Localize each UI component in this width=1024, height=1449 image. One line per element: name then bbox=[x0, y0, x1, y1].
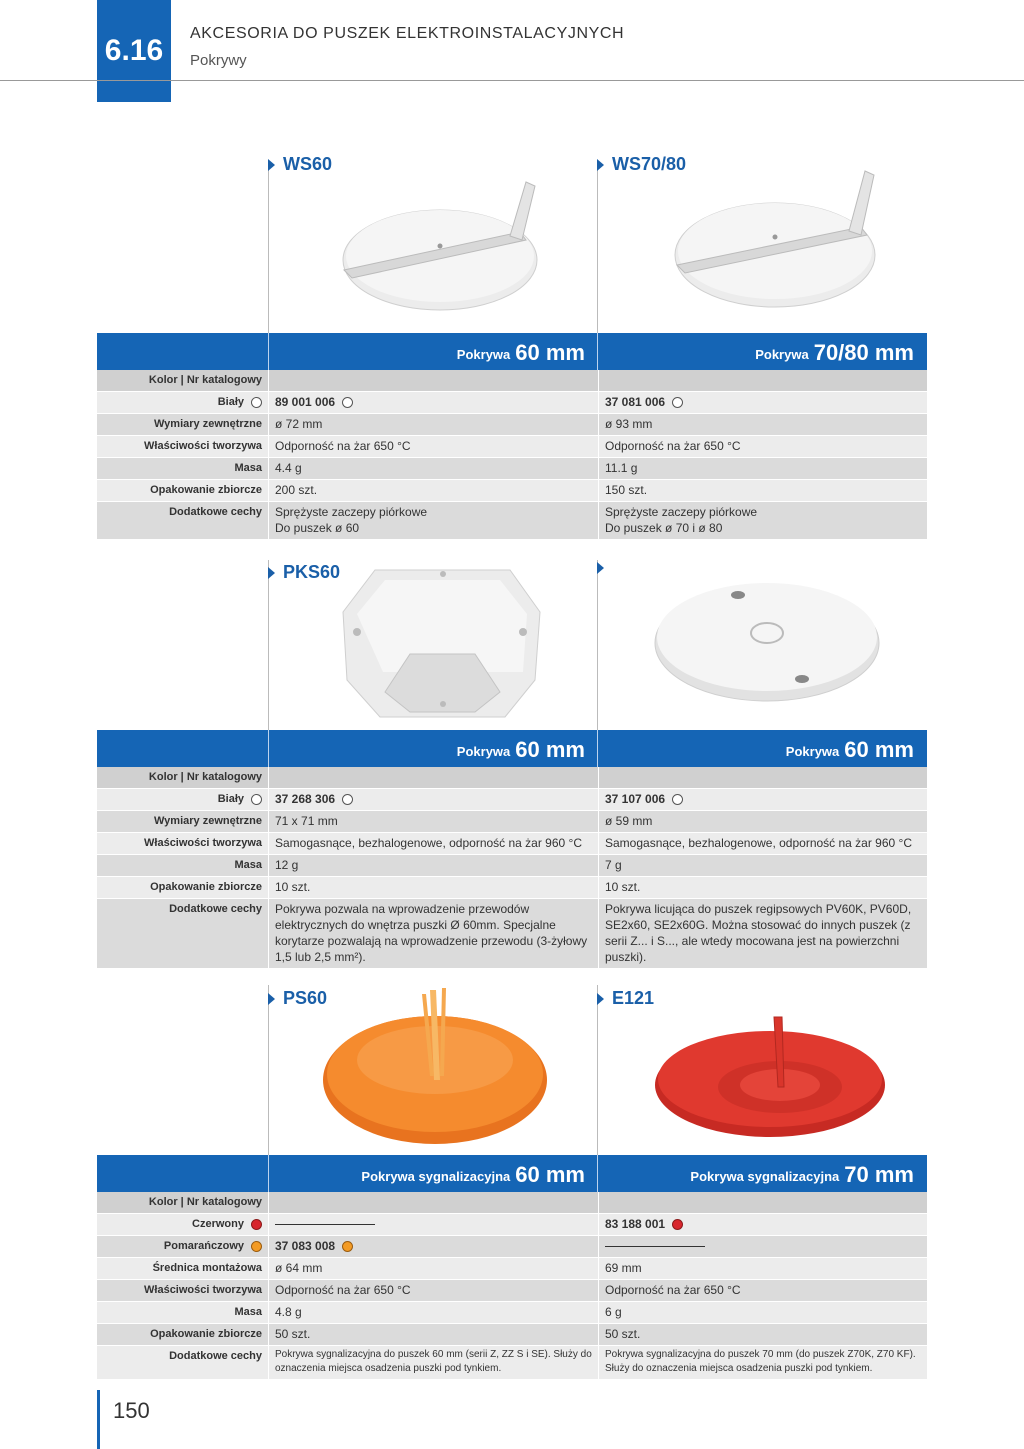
red-color-swatch bbox=[251, 1219, 262, 1230]
spec-table-section-1: Pokrywa 60 mm Pokrywa 70/80 mm Kolor | Nr katalogowy Biały 89 001 006 37 081 006 Wymiary zewnętrzne ø 72 mm ø 93 mm Właściwości tworzywa Odporność na żar 650 °C Odporność na żar 650 °C Masa 4.4 g 11.1 g Opakowanie zbiorcze 200 szt. 150 szt. Dodatkowe cechy Sprężyste zaczepy piórkowe Do puszek ø 60 Sprężyste zaczepy piórkowe Do puszek ø 70 i ø 80 bbox=[97, 333, 927, 540]
spec-header-band bbox=[97, 730, 927, 767]
white-color-swatch bbox=[672, 397, 683, 408]
spec-table-section-2: Pokrywa 60 mm Pokrywa 60 mm Kolor | Nr katalogowy Biały 37 268 306 37 107 006 Wymiary zewnętrzne 71 x 71 mm ø 59 mm Właściwości tworzywa Samogasnące, bezhalogenowe, odporność na żar 960 °C Samogasnące, bezhalogenowe, odporność na żar 960 °C Masa 12 g 7 g Opakowanie zbiorcze 10 szt. 10 szt. Dodatkowe cechy Pokrywa pozwala na wprowadzenie przewodów elektrycznych do wnętrza puszki Ø 60mm. Specjalne korytarze pozwalają na wprowadzenie przewodu (3-żyłowy 1,5 lub 2,5 mm²). Pokrywa licująca do puszek regipsowych PV60K, PV60D, SE2x60, SE2x60G. Można stosować do innych puszek (z serii Z... i S..., ale wtedy mocowana jest na powierzchni puszki). bbox=[97, 730, 927, 969]
column-divider bbox=[268, 160, 269, 335]
product-image-e121 bbox=[650, 1005, 890, 1145]
spec-header-band bbox=[97, 333, 927, 370]
product-title-ps60: PS60 bbox=[268, 988, 327, 1009]
spec-header-band bbox=[97, 1155, 927, 1192]
white-color-swatch bbox=[342, 397, 353, 408]
column-divider bbox=[597, 160, 598, 335]
band-label-pks60: Pokrywa 60 mm bbox=[456, 737, 585, 762]
orange-color-swatch bbox=[251, 1241, 262, 1252]
band-label-ws60: Pokrywa 60 mm bbox=[456, 340, 585, 365]
product-title-ws70-80: WS70/80 bbox=[597, 154, 686, 175]
page-title: AKCESORIA DO PUSZEK ELEKTROINSTALACYJNYCH bbox=[190, 25, 625, 42]
column-divider bbox=[268, 560, 269, 732]
not-available-dash bbox=[605, 1246, 705, 1247]
column-divider bbox=[597, 560, 598, 732]
column-divider bbox=[597, 985, 598, 1155]
arrow-icon bbox=[597, 562, 604, 574]
row-label: Kolor | Nr katalogowy bbox=[97, 370, 269, 392]
product-title-cover-flush bbox=[597, 562, 612, 574]
column-divider bbox=[268, 985, 269, 1155]
page-number: 150 bbox=[113, 1398, 150, 1423]
arrow-icon bbox=[268, 567, 275, 579]
spec-table-section-3: Pokrywa sygnalizacyjna 60 mm Pokrywa sygnalizacyjna 70 mm Kolor | Nr katalogowy Czerwony 83 188 001 Pomarańczowy 37 083 008 Średnica montażowa ø 64 mm 69 mm Właściwości tworzywa Odporność na żar 650 °C Odporność na żar 650 °C Masa 4.8 g 6 g Opakowanie zbiorcze 50 szt. 50 szt. Dodatkowe cechy Pokrywa sygnalizacyjna do puszek 60 mm (serii Z, ZZ S i SE). Służy do oznaczenia miejsca osadzenia puszki pod tynkiem. Pokrywa sygnalizacyjna do puszek 70 mm (do puszek Z70K, Z70 KF). Służy do oznaczenia miejsca osadzenia puszki pod tynkiem. bbox=[97, 1155, 927, 1380]
page-number-bar bbox=[97, 1390, 100, 1449]
white-color-swatch bbox=[251, 397, 262, 408]
band-label-cover-flush: Pokrywa 60 mm bbox=[785, 737, 914, 762]
band-label-ws70-80: Pokrywa 70/80 mm bbox=[755, 340, 914, 365]
page-subtitle: Pokrywy bbox=[190, 52, 247, 69]
product-title-ws60: WS60 bbox=[268, 154, 332, 175]
arrow-icon bbox=[268, 159, 275, 171]
arrow-icon bbox=[597, 993, 604, 1005]
white-color-swatch bbox=[251, 794, 262, 805]
product-image-ws70-80 bbox=[665, 165, 885, 315]
arrow-icon bbox=[268, 993, 275, 1005]
not-available-dash bbox=[275, 1224, 375, 1225]
chapter-number: 6.16 bbox=[97, 0, 171, 102]
product-image-ps60 bbox=[318, 980, 553, 1155]
product-image-ws60 bbox=[330, 170, 550, 320]
orange-color-swatch bbox=[342, 1241, 353, 1252]
arrow-icon bbox=[597, 159, 604, 171]
red-color-swatch bbox=[672, 1219, 683, 1230]
white-color-swatch bbox=[342, 794, 353, 805]
row-label: Biały bbox=[97, 392, 269, 414]
product-image-pks60 bbox=[335, 562, 550, 722]
product-title-pks60: PKS60 bbox=[268, 562, 340, 583]
white-color-swatch bbox=[672, 794, 683, 805]
band-label-ps60: Pokrywa sygnalizacyjna 60 mm bbox=[361, 1162, 585, 1187]
band-label-e121: Pokrywa sygnalizacyjna 70 mm bbox=[690, 1162, 914, 1187]
product-image-cover-flush bbox=[650, 575, 885, 705]
product-title-e121: E121 bbox=[597, 988, 654, 1009]
header-divider bbox=[0, 80, 1024, 81]
